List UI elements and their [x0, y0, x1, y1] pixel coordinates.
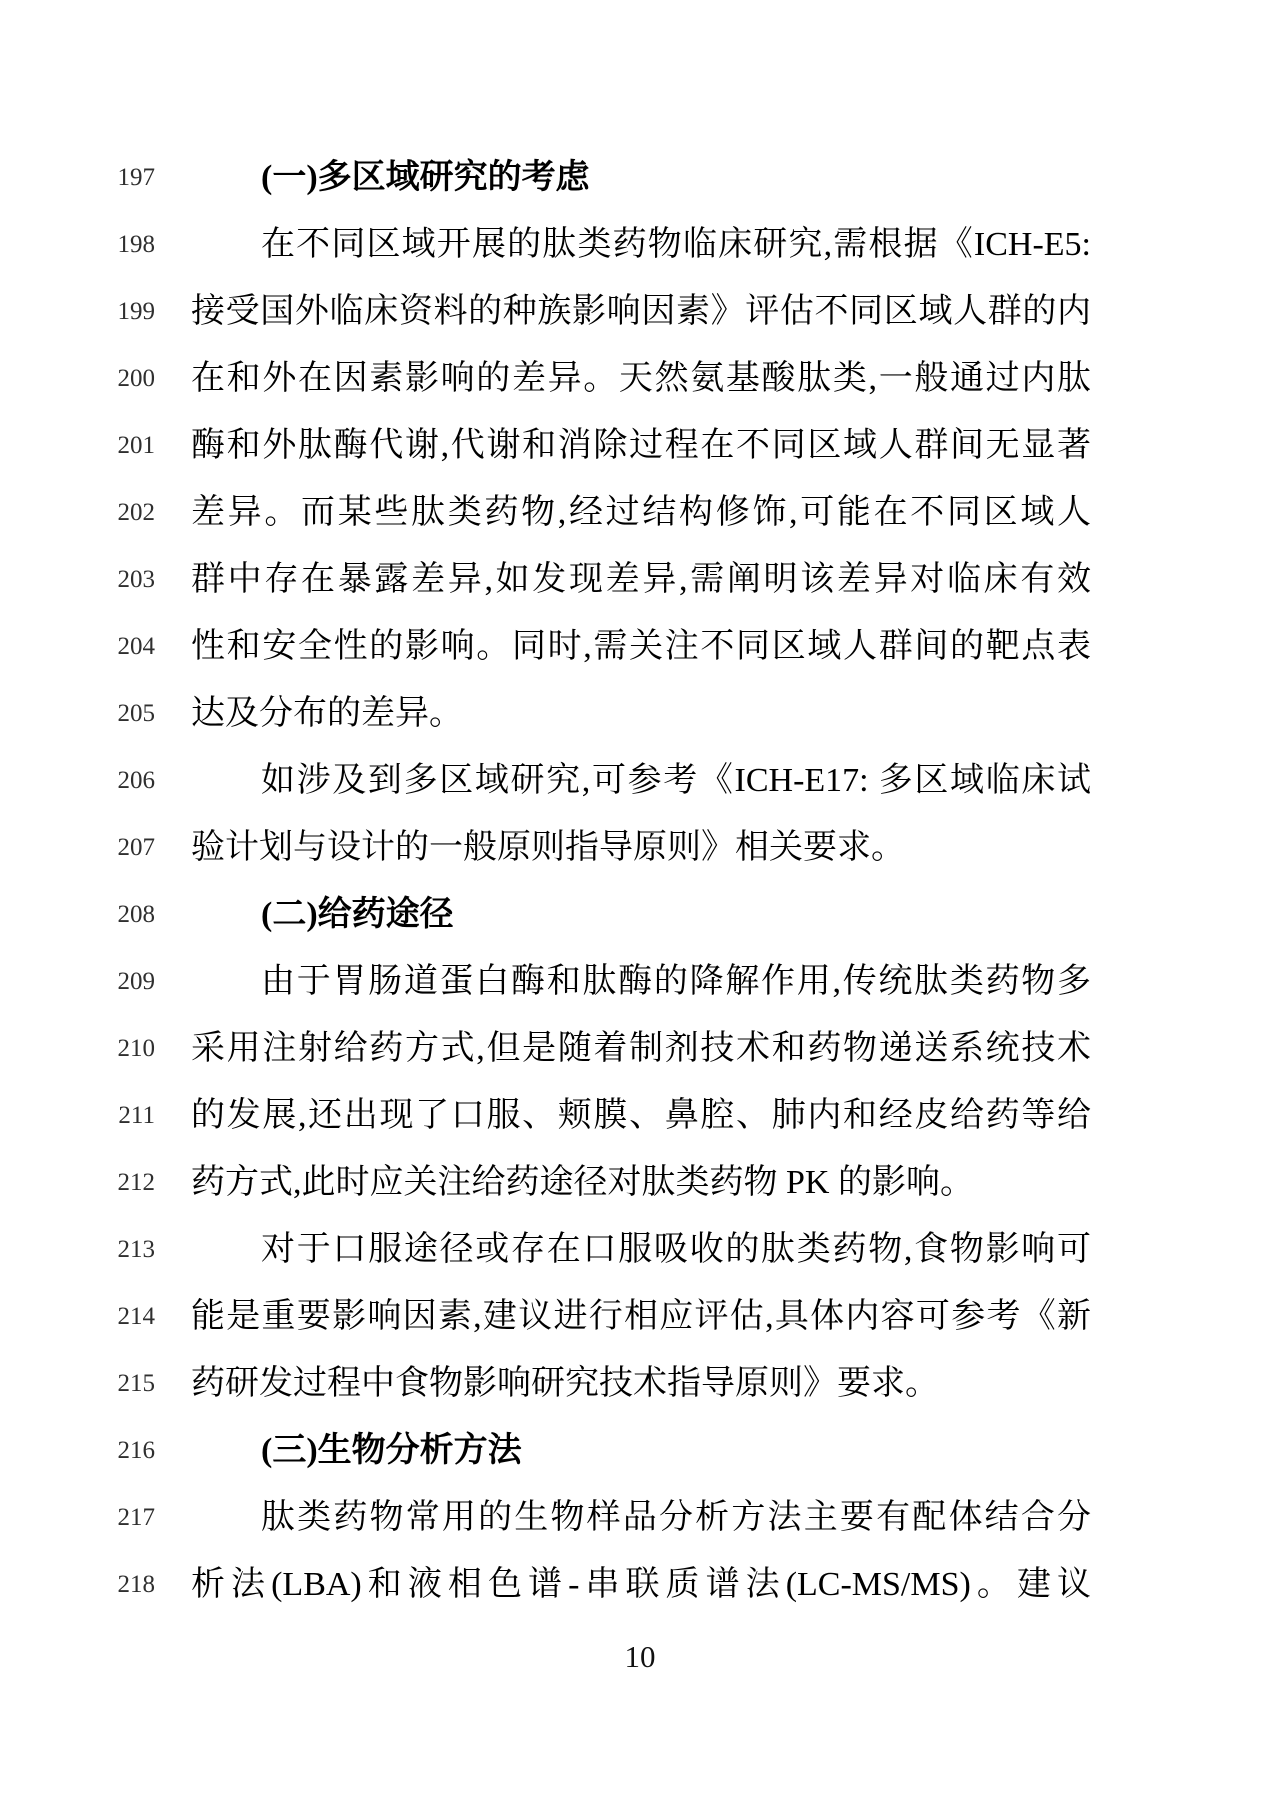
document-line [0, 144, 1280, 211]
line-number: 210 [117, 1035, 155, 1062]
line-text: 验计划与设计的一般原则指导原则》相关要求。 [191, 829, 905, 866]
line-text: 能是重要影响因素,建议进行相应评估,具体内容可参考《新 [191, 1298, 1091, 1335]
document-line [0, 680, 1280, 747]
document-line [0, 479, 1280, 546]
document-line [0, 1082, 1280, 1149]
line-text: (二)给药途径 [261, 896, 454, 933]
document-line [0, 814, 1280, 881]
line-text: 差异。而某些肽类药物,经过结构修饰,可能在不同区域人 [191, 494, 1091, 531]
document-line [0, 412, 1280, 479]
line-number: 214 [117, 1303, 155, 1330]
document-line [0, 1149, 1280, 1216]
line-number: 206 [117, 767, 155, 794]
line-text: 如涉及到多区域研究,可参考《ICH-E17: 多区域临床试 [261, 762, 1091, 799]
document-line [0, 747, 1280, 814]
document-line [0, 345, 1280, 412]
line-number: 209 [117, 968, 155, 995]
document-line [0, 278, 1280, 345]
document-line [0, 1350, 1280, 1417]
line-text: 接受国外临床资料的种族影响因素》评估不同区域人群的内 [191, 293, 1091, 330]
line-text: 性和安全性的影响。同时,需关注不同区域人群间的靶点表 [191, 628, 1091, 665]
document-line [0, 211, 1280, 278]
line-number: 218 [117, 1571, 155, 1598]
line-number: 215 [117, 1370, 155, 1397]
line-text: (一)多区域研究的考虑 [261, 159, 590, 196]
document-line [0, 613, 1280, 680]
line-text: 达及分布的差异。 [191, 695, 463, 732]
page-number: 10 [624, 1639, 656, 1674]
document-line [0, 546, 1280, 613]
line-text: 对于口服途径或存在口服吸收的肽类药物,食物影响可 [261, 1231, 1091, 1268]
document-line [0, 1484, 1280, 1551]
document-line [0, 1417, 1280, 1484]
line-text: 由于胃肠道蛋白酶和肽酶的降解作用,传统肽类药物多 [261, 963, 1091, 1000]
line-number: 208 [117, 901, 155, 928]
line-number: 202 [117, 499, 155, 526]
line-number: 199 [117, 298, 155, 325]
line-number: 213 [117, 1236, 155, 1263]
line-number: 211 [118, 1102, 155, 1129]
line-text: 在不同区域开展的肽类药物临床研究,需根据《ICH-E5: [261, 226, 1091, 263]
document-line [0, 1551, 1280, 1618]
document-line [0, 1015, 1280, 1082]
line-number: 200 [117, 365, 155, 392]
line-number: 217 [117, 1504, 155, 1531]
line-number: 205 [117, 700, 155, 727]
line-number: 212 [117, 1169, 155, 1196]
line-number: 204 [117, 633, 155, 660]
line-number: 207 [117, 834, 155, 861]
line-text: 群中存在暴露差异,如发现差异,需阐明该差异对临床有效 [191, 561, 1091, 598]
document-line [0, 1216, 1280, 1283]
line-text: 析法(LBA)和液相色谱-串联质谱法(LC-MS/MS)。建议 [191, 1566, 1091, 1603]
line-number: 201 [117, 432, 155, 459]
line-text: 肽类药物常用的生物样品分析方法主要有配体结合分 [261, 1499, 1091, 1536]
text-body [0, 144, 1280, 1618]
document-line [0, 881, 1280, 948]
line-text: 药方式,此时应关注给药途径对肽类药物 PK 的影响。 [191, 1164, 974, 1201]
line-text: (三)生物分析方法 [261, 1432, 522, 1469]
line-text: 采用注射给药方式,但是随着制剂技术和药物递送系统技术 [191, 1030, 1091, 1067]
line-number: 203 [117, 566, 155, 593]
line-number: 197 [117, 164, 155, 191]
line-text: 酶和外肽酶代谢,代谢和消除过程在不同区域人群间无显著 [191, 427, 1091, 464]
line-text: 在和外在因素影响的差异。天然氨基酸肽类,一般通过内肽 [191, 360, 1091, 397]
line-text: 的发展,还出现了口服、颊膜、鼻腔、肺内和经皮给药等给 [191, 1097, 1091, 1134]
line-number: 198 [117, 231, 155, 258]
line-number: 216 [117, 1437, 155, 1464]
line-text: 药研发过程中食物影响研究技术指导原则》要求。 [191, 1365, 939, 1402]
document-line [0, 948, 1280, 1015]
document-line [0, 1283, 1280, 1350]
